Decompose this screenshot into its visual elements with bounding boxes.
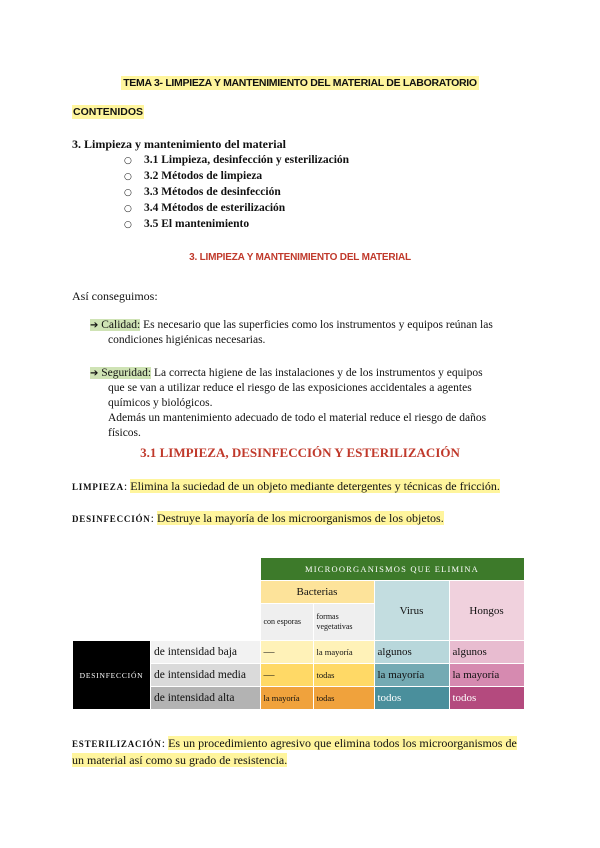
toc-item-text: 3.3 Métodos de desinfección — [144, 186, 281, 198]
desinfeccion-def: Destruye la mayoría de los microorganismos de los objetos. — [156, 511, 444, 525]
table-cell: todos — [374, 687, 449, 710]
intensity-cell: de intensidad baja — [151, 641, 261, 664]
table-cell: todas — [313, 664, 374, 687]
limpieza-definition: LIMPIEZA: Elimina la suciedad de un objeto mediante detergentes y técnicas de fricción. — [72, 479, 500, 493]
microorganisms-table — [72, 557, 525, 710]
document-title-text: TEMA 3- LIMPIEZA Y MANTENIMIENTO DEL MATERIAL DE LABORATORIO — [123, 77, 477, 89]
table-cell: algunos — [449, 641, 524, 664]
section-31-heading: 3.1 LIMPIEZA, DESINFECCIÓN Y ESTERILIZACIÓN — [140, 445, 460, 460]
toc-item — [124, 152, 349, 168]
seguridad-text-cont: químicos y biológicos. — [108, 397, 213, 409]
toc-item-text: 3.2 Métodos de limpieza — [144, 170, 263, 182]
seguridad-text-cont: físicos. — [108, 427, 141, 439]
seguridad-item — [90, 366, 530, 441]
intro-text: Así conseguimos: — [72, 289, 158, 303]
arrow-icon: ➔ — [90, 320, 99, 331]
intensity-cell: de intensidad media — [151, 664, 261, 687]
table-cell: — — [260, 664, 313, 687]
seguridad-label: Seguridad: — [101, 367, 152, 379]
table-cell: la mayoría — [449, 664, 524, 687]
bullet-icon: ○ — [124, 156, 132, 166]
table-cell: la mayoría — [313, 641, 374, 664]
toc-item-text: 3.1 Limpieza, desinfección y esterilización — [144, 154, 350, 166]
calidad-text-cont: condiciones higiénicas necesarias. — [108, 334, 266, 346]
toc-heading: 3. Limpieza y mantenimiento del material — [72, 137, 286, 151]
seguridad-text-cont: Además un mantenimiento adecuado de todo el material reduce el riesgo de daños — [108, 412, 487, 424]
toc-item — [124, 200, 349, 216]
toc-item — [124, 168, 349, 184]
bullet-icon: ○ — [124, 220, 132, 230]
calidad-label: Calidad: — [101, 319, 141, 331]
table-cell: — — [260, 641, 313, 664]
subheader-vegetativas: formas vegetativas — [313, 604, 374, 641]
calidad-item — [90, 318, 530, 348]
document-title — [0, 73, 600, 91]
virus-header: Virus — [374, 581, 449, 641]
desinfeccion-definition: DESINFECCIÓN: Destruye la mayoría de los microorganismos de los objetos. — [72, 511, 444, 525]
seguridad-text: La correcta higiene de las instalaciones y de los instrumentos y equipos — [153, 367, 483, 379]
esterilizacion-def-cont: un material así como su grado de resistencia. — [72, 753, 288, 767]
bacterias-header: Bacterias — [260, 581, 374, 604]
intensity-cell: de intensidad alta — [151, 687, 261, 710]
row-label-desinfeccion: DESINFECCIÓN — [73, 641, 151, 710]
bullet-icon: ○ — [124, 204, 132, 214]
esterilizacion-term: ESTERILIZACIÓN — [72, 739, 162, 749]
bullet-icon: ○ — [124, 188, 132, 198]
table-cell: todos — [449, 687, 524, 710]
esterilizacion-def: Es un procedimiento agresivo que elimina todos los microorganismos de — [168, 736, 517, 750]
toc-item — [124, 184, 349, 200]
contents-label-text: CONTENIDOS — [73, 106, 144, 118]
bullet-icon: ○ — [124, 172, 132, 182]
toc-item — [124, 216, 349, 232]
toc-item-text: 3.5 El mantenimiento — [144, 218, 250, 230]
contents-label — [72, 106, 144, 118]
table-header: MICROORGANISMOS QUE ELIMINA — [260, 558, 524, 581]
arrow-icon: ➔ — [90, 368, 99, 379]
hongos-header: Hongos — [449, 581, 524, 641]
desinfeccion-term: DESINFECCIÓN — [72, 514, 151, 524]
subheader-esporas: con esporas — [260, 604, 313, 641]
table-cell: la mayoría — [260, 687, 313, 710]
calidad-text: Es necesario que las superficies como los instrumentos y equipos reúnan las — [143, 319, 493, 331]
table-cell: todas — [313, 687, 374, 710]
toc-list — [124, 152, 349, 232]
section-3-heading: 3. LIMPIEZA Y MANTENIMIENTO DEL MATERIAL — [189, 252, 411, 263]
limpieza-term: LIMPIEZA — [72, 482, 124, 492]
limpieza-def: Elimina la suciedad de un objeto mediante detergentes y técnicas de fricción. — [130, 479, 500, 493]
seguridad-text-cont: que se van a utilizar reduce el riesgo de las exposiciones accidentales a agentes — [108, 382, 472, 394]
toc-item-text: 3.4 Métodos de esterilización — [144, 202, 286, 214]
esterilizacion-definition: ESTERILIZACIÓN: Es un procedimiento agresivo que elimina todos los microorganismos de un material así como su grado de resistencia. — [72, 736, 517, 767]
table-cell: algunos — [374, 641, 449, 664]
table-cell: la mayoría — [374, 664, 449, 687]
